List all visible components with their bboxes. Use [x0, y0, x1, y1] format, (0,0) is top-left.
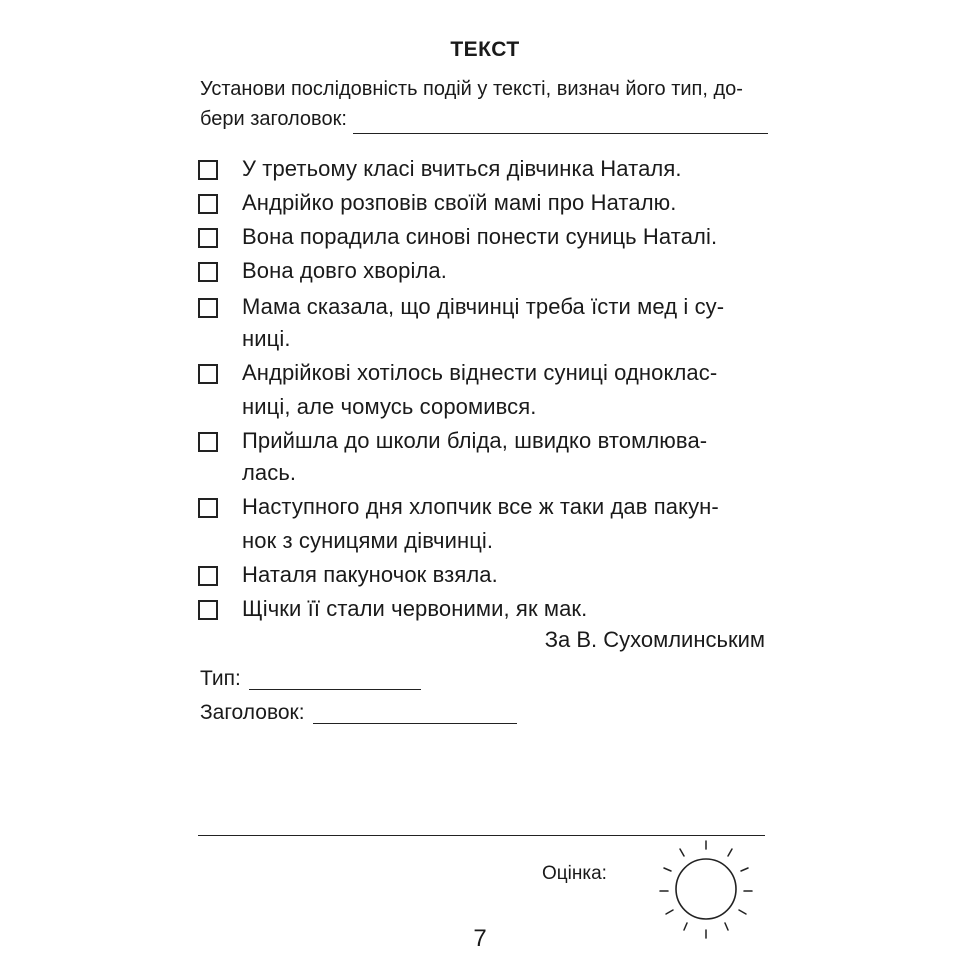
event-text-line: ниці, але чомусь соромився. — [242, 394, 537, 419]
event-text-line: Наталя пакуночок взяла. — [242, 562, 498, 587]
title-label: Заголовок: — [200, 701, 305, 724]
event-text-line: Вона довго хворіла. — [242, 258, 447, 283]
order-checkbox[interactable] — [198, 600, 218, 620]
event-text-line: ниці. — [242, 326, 291, 351]
order-checkbox[interactable] — [198, 228, 218, 248]
author-attribution: За В. Сухомлинським — [544, 627, 765, 652]
page-number: 7 — [473, 925, 487, 952]
order-checkbox[interactable] — [198, 364, 218, 384]
order-checkbox[interactable] — [198, 160, 218, 180]
type-label: Тип: — [200, 667, 241, 690]
grade-label: Оцінка: — [542, 863, 607, 884]
page-title: ТЕКСТ — [450, 38, 520, 61]
event-text-line: лась. — [242, 460, 297, 485]
event-text-line: Щічки її стали червоними, як мак. — [242, 596, 588, 621]
order-checkbox[interactable] — [198, 194, 218, 214]
type-field — [200, 664, 421, 694]
order-checkbox[interactable] — [198, 262, 218, 282]
instruction-line-1: Установи послідовність подій у тексті, визнач його тип, до- — [200, 78, 743, 100]
order-checkbox[interactable] — [198, 566, 218, 586]
event-text-line: Андрійко розповів своїй мамі про Наталю. — [242, 190, 677, 215]
event-text-line: Мама сказала, що дівчинці треба їсти мед і су- — [242, 294, 725, 319]
event-text-line: Прийшла до школи бліда, швидко втомлюва- — [242, 428, 708, 453]
event-text-line: Наступного дня хлопчик все ж таки дав пакун- — [242, 494, 719, 519]
title-answer-line[interactable] — [353, 109, 768, 134]
order-checkbox[interactable] — [198, 498, 218, 518]
order-checkbox[interactable] — [198, 432, 218, 452]
title-field — [200, 698, 517, 728]
event-text-line: нок з суницями дівчинці. — [242, 528, 494, 553]
event-text-line: Андрійкові хотілось віднести суниці одноклас- — [242, 360, 718, 385]
order-checkbox[interactable] — [198, 298, 218, 318]
event-text-line: У третьому класі вчиться дівчинка Наталя. — [242, 156, 682, 181]
title-answer-blank[interactable] — [313, 701, 517, 724]
instruction-line-2-text: бери заголовок: — [200, 108, 347, 130]
event-text-line: Вона порадила синові понести суниць Наталі. — [242, 224, 718, 249]
type-answer-line[interactable] — [249, 667, 421, 690]
instruction-line-2 — [200, 104, 768, 134]
